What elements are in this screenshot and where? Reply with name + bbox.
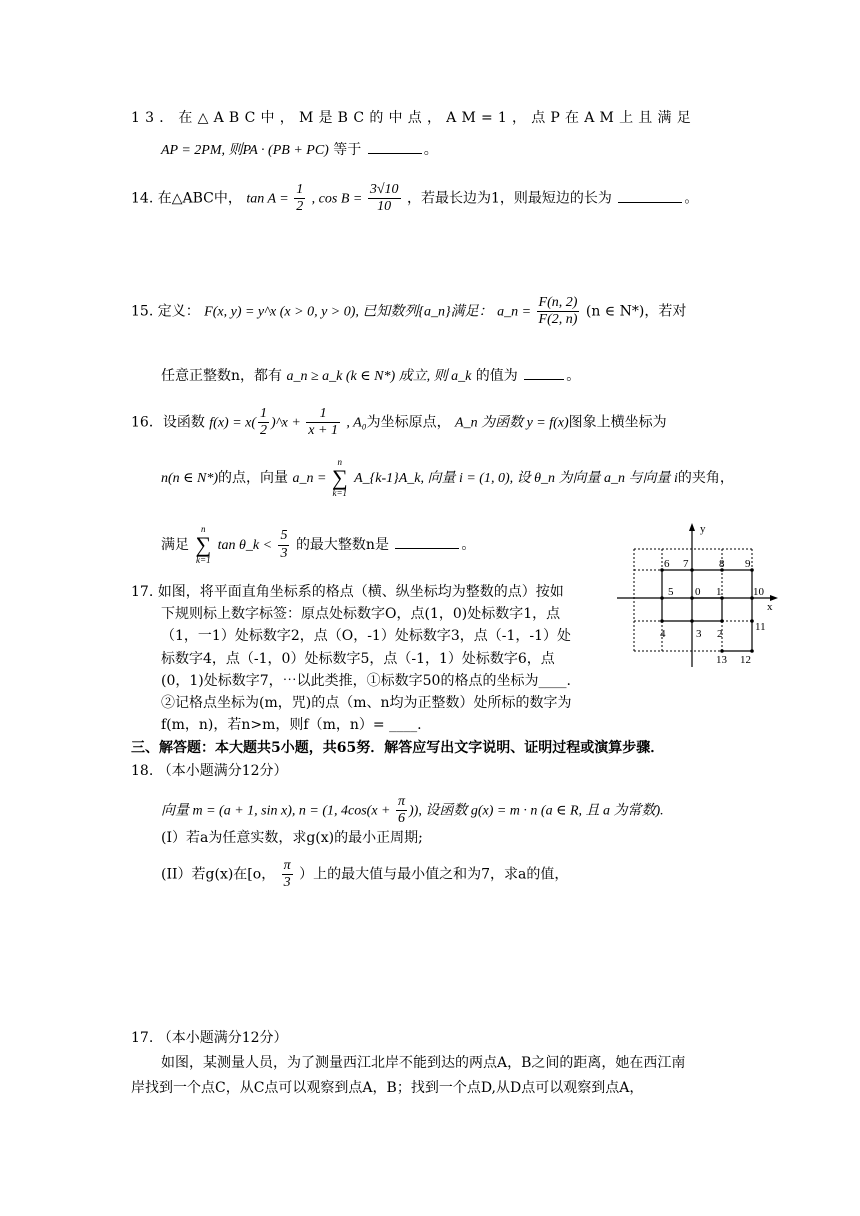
q17a-line4: 标数字4，点（-1，0）处标数字5，点（-1，1）处标数字6，点 <box>161 651 555 667</box>
q16-text2: 图象上横坐标为 <box>568 414 667 431</box>
q16-line1 <box>131 406 667 439</box>
q16-answer-blank <box>395 547 459 549</box>
q16-l3-fraction <box>278 528 289 561</box>
q16-o-num: 1 <box>306 406 340 423</box>
section-3-heading: 三、解答题：本大题共5小题，共65努．解答应写出文字说明、证明过程或演算步骤． <box>131 740 665 756</box>
lattice-path <box>662 570 752 651</box>
q17a-line7: f(m，n)，若n>m，则f（m，n）= ____. <box>161 717 422 733</box>
q15-fraction <box>537 295 580 328</box>
q14-half-num: 1 <box>294 182 305 199</box>
lattice-label-3: 3 <box>696 628 702 640</box>
axis-y-label: y <box>700 523 706 535</box>
q16-l2-b: 的点，向量 <box>218 470 289 486</box>
q16-sum-2 <box>195 525 211 565</box>
q16-sum2-bot: k=1 <box>196 555 211 565</box>
q16-sum1-top: n <box>337 457 343 467</box>
q16-l3-c: 的最大整数n是 <box>295 537 389 553</box>
q16-sum1-bot: k=1 <box>332 488 348 498</box>
q16-h-den: 2 <box>260 423 268 439</box>
q15-cond: (n ∈ N*)，若对 <box>585 303 687 320</box>
q16-text1: 为坐标原点， <box>366 414 451 431</box>
q16-sum-1 <box>332 458 348 498</box>
q18-vec-b: )), 设函数 g(x) = m · n (a ∈ R, 且 a 为常数). <box>409 803 664 819</box>
lattice-label-1: 1 <box>716 586 722 598</box>
q16-line2 <box>161 458 734 498</box>
q15-line2-c: 的值为 <box>475 368 518 384</box>
lattice-label-12: 12 <box>740 654 751 666</box>
q18-part2-a: (II）若g(x)在[o， <box>161 866 276 883</box>
q13-answer-blank <box>368 152 422 154</box>
y-axis-arrow <box>689 523 695 531</box>
q18-pi6-den: 6 <box>397 811 405 827</box>
q18-part2 <box>161 858 568 891</box>
q18-pi3-den: 3 <box>283 875 291 891</box>
lattice-figure <box>612 520 782 670</box>
q16-one-fraction <box>306 406 340 439</box>
q15-prefix: 15. 定义： <box>131 303 200 320</box>
q14-tanA: tan A = <box>246 191 293 207</box>
q16-a0: , A₀ <box>346 415 367 431</box>
q16-l2-c: a_n = <box>292 471 330 486</box>
q14-cos-fraction <box>368 182 401 215</box>
lattice-label-0: 0 <box>695 586 701 598</box>
q18-pi3-num: π <box>282 858 293 875</box>
q15-line2-b: a_n ≥ a_k (k ∈ N*) 成立, 则 a_k <box>286 369 472 384</box>
lattice-label-5: 5 <box>668 586 674 598</box>
q16-sum2-top: n <box>201 524 206 534</box>
q14-half-fraction <box>294 182 305 215</box>
q13-period: 。 <box>423 142 438 158</box>
q16-l3-a: 满足 <box>161 537 189 553</box>
lattice-label-8: 8 <box>719 558 725 570</box>
q14-suffix: ，若最长边为1，则最短边的长为 <box>406 190 612 207</box>
q16-h-num: 1 <box>258 406 269 423</box>
q14-half-den: 2 <box>296 199 304 215</box>
q18-part2-b: ）上的最大值与最小值之和为7，求a的值， <box>299 866 569 883</box>
q15-def: F(x, y) = y^x (x > 0, y > 0), 已知数列{a_n}满足： <box>204 304 493 320</box>
q14-cosB: , cos B = <box>311 191 366 207</box>
q13-line2 <box>161 142 438 160</box>
q17a-line1: 17. 如图，将平面直角坐标系的格点（横、纵坐标均为整数的点）按如 <box>131 584 564 600</box>
lattice-label-9: 9 <box>745 558 751 570</box>
q16-fx: f(x) = x( <box>209 415 257 431</box>
q17b-line1: 如图，某测量人员，为了测量西江北岸不能到达的两点A，B之间的距离，她在西江南 <box>161 1055 686 1071</box>
q17a-line6: ②记格点坐标为(m，咒)的点（m、n均为正整数）处所标的数字为 <box>161 695 572 711</box>
axis-x-label: x <box>767 601 773 613</box>
q14-line <box>131 182 698 215</box>
q16-period: 。 <box>461 537 476 553</box>
q16-o-den: x + 1 <box>308 423 338 439</box>
lattice-label-13: 13 <box>716 654 727 666</box>
q18-pi3-fraction <box>282 858 293 891</box>
q16-an-def: A_n 为函数 y = f(x) <box>455 415 569 431</box>
q18-vectors <box>161 794 664 827</box>
q16-l2-a: n(n ∈ N*) <box>161 471 219 486</box>
lattice-label-2: 2 <box>717 628 723 640</box>
lattice-label-6: 6 <box>664 558 670 570</box>
q15-line2 <box>161 368 580 386</box>
q16-fx2: )^x + <box>271 415 305 431</box>
q16-l2-e: 的夹角， <box>677 470 734 486</box>
lattice-label-10: 10 <box>753 586 764 598</box>
q13-line1: 13．在△ABC中，M是BC的中点，AM=1，点P在AM上且满足 <box>131 110 696 126</box>
q16-sum2-sigma: ∑ <box>195 532 212 557</box>
q14-answer-blank <box>618 201 682 203</box>
q16-l3-b: tan θ_k < <box>217 538 273 553</box>
q17b-line2: 岸找到一个点C，从C点可以观察到点A，B；找到一个点D,从D点可以观察到点A， <box>131 1080 644 1096</box>
q15-answer-blank <box>524 378 564 380</box>
lattice-label-7: 7 <box>683 558 689 570</box>
q14-cos-num: 3√10 <box>368 182 401 199</box>
q14-prefix: 14. 在△ABC中， <box>131 190 242 207</box>
q16-sum1-sigma: ∑ <box>331 465 348 490</box>
q16-prefix: 16．设函数 <box>131 414 205 431</box>
q14-period: 。 <box>684 190 699 207</box>
q17a-line3: （1，一1）处标数字2，点（O，-1）处标数字3，点（-1，-1）处 <box>161 628 572 644</box>
q15-frac-den: F(2, n) <box>538 312 578 328</box>
q18-part1: (I）若a为任意实数，求g(x)的最小正周期; <box>161 830 423 846</box>
lattice-label-4: 4 <box>660 628 666 640</box>
q18-title: 18. （本小题满分12分） <box>131 763 288 779</box>
q16-l2-d: A_{k-1}A_k, 向量 i = (1, 0), 设 θ_n 为向量 a_n 与向量 i <box>354 471 678 486</box>
q16-l3-num: 5 <box>278 528 289 545</box>
q18-pi6-num: π <box>396 794 407 811</box>
q18-vec-a: 向量 m = (a + 1, sin x), n = (1, 4cos(x + <box>161 803 394 819</box>
lattice-label-11: 11 <box>755 621 766 633</box>
q18-pi6-fraction <box>396 794 407 827</box>
q16-half-fraction <box>258 406 269 439</box>
q13-formula: AP = 2PM, 则PA · (PB + PC) <box>161 143 329 158</box>
q15-an: a_n = <box>497 304 535 320</box>
q17a-line2: 下规则标上数字标签：原点处标数字O，点(1，0)处标数字1，点 <box>161 606 561 622</box>
q16-line3 <box>161 525 475 565</box>
lattice-grid <box>634 549 752 651</box>
q17a-line5: (0，1)处标数字7，⋯以此类推，①标数字50的格点的坐标为____. <box>161 673 571 689</box>
q14-cos-den: 10 <box>377 199 392 215</box>
q17b-title: 17. （本小题满分12分） <box>131 1030 288 1046</box>
q15-line2-a: 任意正整数n，都有 <box>161 368 283 384</box>
q15-frac-num: F(n, 2) <box>537 295 580 312</box>
q16-l3-den: 3 <box>280 545 288 561</box>
q15-period: 。 <box>566 368 581 384</box>
lattice-points <box>660 568 754 653</box>
q15-line1 <box>131 295 686 328</box>
q13-suffix: 等于 <box>333 142 362 158</box>
